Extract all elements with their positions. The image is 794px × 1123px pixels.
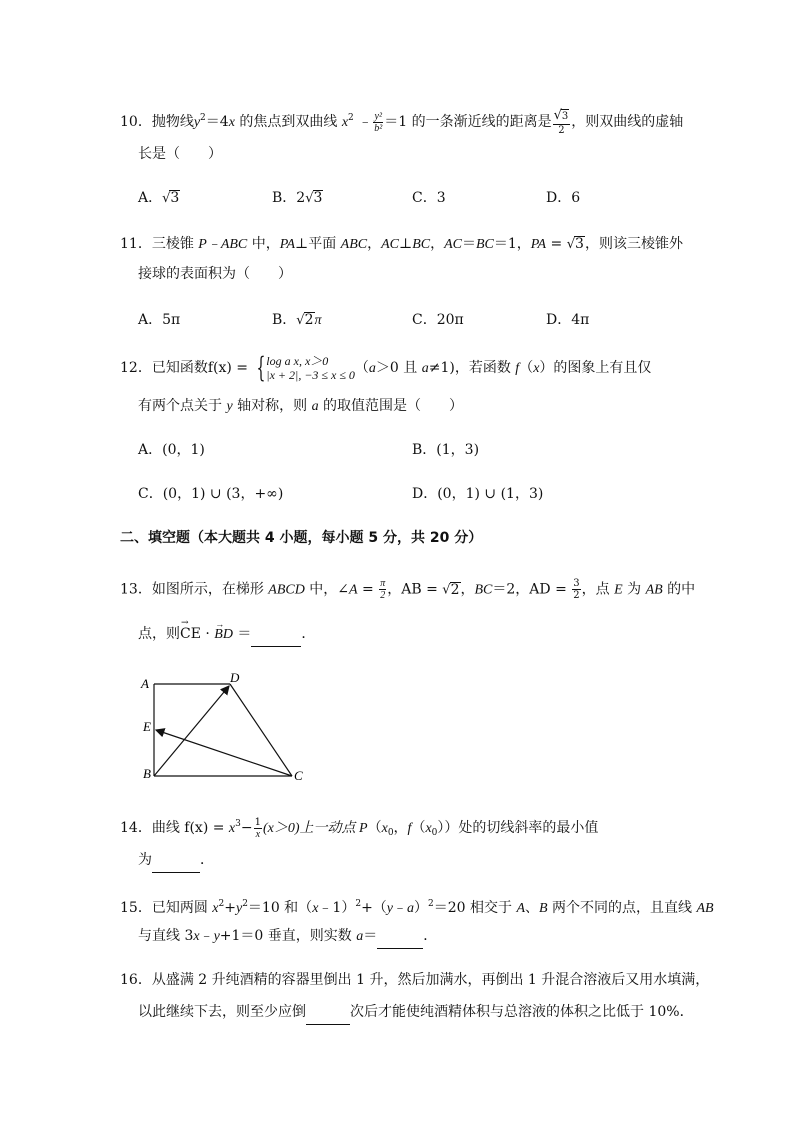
vector-bd: → BD — [214, 625, 233, 645]
q11-option-b: B．√2π — [272, 312, 322, 328]
vector-ce-arrow — [156, 730, 292, 776]
vector-bd-arrow — [154, 686, 229, 776]
question-number: 13． — [120, 581, 152, 598]
piecewise-brace: { — [256, 351, 266, 384]
answer-blank-16[interactable] — [306, 1004, 350, 1025]
question-number: 12． — [120, 360, 152, 376]
question-14-line-2: 为 ． — [138, 850, 214, 873]
vector-ce: → CE — [180, 624, 201, 644]
three-halves: $\frac{3}{2}$ — [573, 578, 580, 601]
hyperbola-fraction: $\frac{\text{y²}}{\text{b²}}$ — [374, 110, 383, 134]
question-11-line-2: 接球的表面积为（ ） — [138, 266, 292, 282]
pi-over-2: $\frac{\pi}{2}$ — [380, 578, 386, 601]
piecewise-cases: log a x, x＞0 |x + 2|, −3 ≤ x ≤ 0 — [266, 354, 355, 382]
distance-fraction: $\frac{√3}{2}$ — [553, 107, 569, 136]
q10-option-c: C．3 — [412, 190, 446, 206]
question-number: 16． — [120, 972, 152, 988]
trapezoid-figure — [130, 668, 310, 788]
one-over-x: $\frac{1}{x}$ — [254, 816, 261, 840]
question-11-line-1: 11．三棱锥 P﹣ABC 中，PA⊥平面 ABC，AC⊥BC，AC＝BC＝1，PA = √3，则该三棱锥外 — [120, 236, 683, 252]
question-12-line-1: 12．已知函数f(x) = { log a x, x＞0 |x + 2|, −3 ≤ x ≤ 0 （a＞0 且 a≠1)，若函数 f（x）的图象上有且仅 — [120, 351, 652, 384]
question-15-line-2: 与直线 3x﹣y+1＝0 垂直，则实数 a＝ ． — [138, 926, 437, 949]
question-number: 10． — [120, 114, 152, 130]
q10-option-d: D．6 — [546, 190, 581, 206]
question-13-line-2: 点，则→ CE · → BD ＝ ． — [138, 624, 315, 647]
answer-blank-13[interactable] — [251, 626, 301, 647]
question-16-line-1: 16．从盛满 2 升纯酒精的容器里倒出 1 升，然后加满水，再倒出 1 升混合溶液后又用水填满， — [120, 972, 710, 988]
label-d: D — [230, 670, 240, 685]
question-14-line-1: 14．曲线 $f(x) = x^3-$ $\frac{1}{x}$ (x＞0)上一动点 $P(x_0$，$f(x_0)$）处的切线斜率的最小值 — [120, 816, 599, 840]
q12-option-b: B．(1，3) — [412, 442, 480, 458]
question-number: 14． — [120, 820, 152, 836]
label-b: B — [143, 766, 151, 781]
q12-option-d: D．(0，1) ∪ (1，3) — [412, 486, 544, 502]
answer-blank-15[interactable] — [377, 928, 423, 949]
question-12-line-2: 有两个点关于 y 轴对称，则 a 的取值范围是（ ） — [138, 398, 464, 414]
question-13-line-1: 13．如图所示，在梯形 ABCD 中，∠A = $\frac{\pi}{2}$ ，AB = √2，BC＝2，AD = $\frac{3}{2}$ ，点 E 为 AB 的中 — [120, 578, 696, 601]
answer-blank-14[interactable] — [152, 852, 200, 873]
q12-option-a: A．(0，1) — [138, 442, 205, 458]
question-15-line-1: 15．已知两圆 $x^2+y^2=10$ 和（x﹣1）$^2$+（y﹣a）$^2$＝20 相交于 A、B 两个不同的点，且直线 AB — [120, 899, 714, 916]
q11-option-c: C．20π — [412, 312, 464, 328]
section-heading-fill-in: 二、填空题（本大题共 4 小题，每小题 5 分，共 20 分） — [120, 530, 483, 546]
label-a: A — [141, 676, 149, 691]
label-e: E — [143, 719, 151, 734]
label-c: C — [294, 768, 303, 783]
question-number: 15． — [120, 900, 152, 916]
q11-option-d: D．4π — [546, 312, 590, 328]
question-10-line-2: 长是（ ） — [138, 146, 222, 162]
q12-option-c: C．(0，1) ∪ (3，+∞) — [138, 486, 284, 502]
q11-option-a: A．5π — [138, 312, 181, 328]
q10-option-a: A．√3 — [138, 190, 180, 206]
edge-dc — [230, 684, 292, 776]
question-16-line-2: 以此继续下去，则至少应倒 次后才能使纯酒精体积与总溶液的体积之比低于 10%． — [138, 1002, 694, 1025]
question-10-line-1: 10．抛物线$y^2=4x$ 的焦点到双曲线 $x^2$ ﹣ $\frac{\text{y²}}{\text{b²}}$ ＝1 的一条渐近线的距离是 $\frac{√3}{2}$ ，则双曲线的虚轴 — [120, 107, 684, 136]
question-number: 11． — [120, 236, 152, 252]
q10-option-b: B．2√3 — [272, 190, 323, 206]
